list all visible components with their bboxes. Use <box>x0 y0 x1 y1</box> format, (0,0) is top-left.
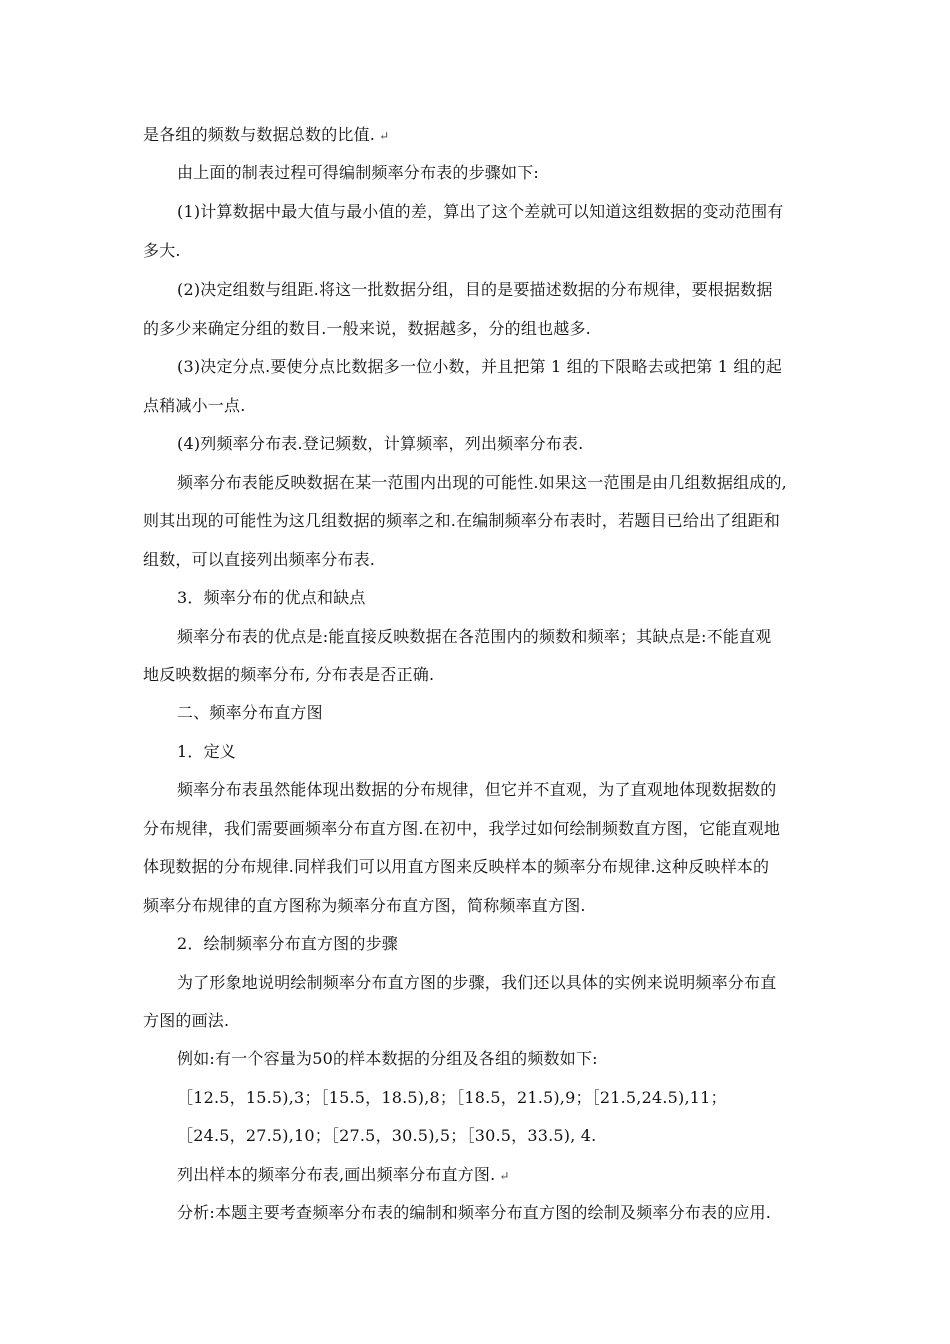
line-text: 多大. <box>143 241 181 260</box>
line-text: 频率分布规律的直方图称为频率分布直方图，简称频率直方图. <box>143 896 586 915</box>
section-heading <box>177 741 236 763</box>
line-text: 例如:有一个容量为50的样本数据的分组及各组的频数如下: <box>177 1049 598 1068</box>
text-line <box>177 1202 771 1224</box>
section-heading <box>177 587 366 609</box>
line-text: 频率分布表的优点是:能直接反映数据在各范围内的频数和频率；其缺点是:不能直观 <box>177 627 772 646</box>
text-line <box>177 1087 727 1109</box>
text-line <box>143 664 434 686</box>
line-text: 是各组的频数与数据总数的比值. <box>143 125 376 144</box>
line-text: 二、频率分布直方图 <box>177 703 323 722</box>
text-line <box>143 856 769 878</box>
paragraph-mark-icon: ↵ <box>379 129 390 143</box>
line-text: ［24.5，27.5),10；［27.5，30.5),5；［30.5，33.5), 4. <box>177 1126 597 1145</box>
line-text: 频率分布表能反映数据在某一范围内出现的可能性.如果这一范围是由几组数据组成的, <box>177 473 787 492</box>
line-text: 为了形象地说明绘制频率分布直方图的步骤，我们还以具体的实例来说明频率分布直 <box>177 973 777 992</box>
text-line <box>177 472 787 494</box>
text-line <box>143 318 591 340</box>
text-line <box>177 279 773 301</box>
line-text: 1．定义 <box>177 742 236 761</box>
line-text: 由上面的制表过程可得编制频率分布表的步骤如下: <box>177 163 539 182</box>
line-text: 频率分布表虽然能体现出数据的分布规律，但它并不直观，为了直观地体现数据数的 <box>177 780 777 799</box>
line-text: 列出样本的频率分布表,画出频率分布直方图. <box>177 1165 496 1184</box>
line-text: 方图的画法. <box>143 1011 230 1030</box>
line-text: 3．频率分布的优点和缺点 <box>177 588 366 607</box>
text-line <box>143 818 780 840</box>
text-line <box>177 201 783 223</box>
line-text: 则其出现的可能性为这几组数据的频率之和.在编制频率分布表时，若题目已给出了组距和 <box>143 511 781 530</box>
section-heading <box>177 933 398 955</box>
line-text: ［12.5，15.5),3；［15.5，18.5),8；［18.5，21.5),9；［21.5,24.5),11； <box>177 1088 727 1107</box>
text-line <box>177 433 583 455</box>
text-line <box>177 162 539 184</box>
text-line <box>177 972 776 994</box>
line-text: (4)列频率分布表.登记频数，计算频率，列出频率分布表. <box>177 434 584 453</box>
text-line <box>143 395 246 417</box>
text-line <box>177 1125 596 1147</box>
text-line <box>143 895 586 917</box>
text-line <box>143 549 375 571</box>
text-line <box>143 1010 229 1032</box>
line-text: 的多少来确定分组的数目.一般来说，数据越多，分的组也越多. <box>143 319 591 338</box>
text-line <box>177 1164 510 1187</box>
line-text: 组数，可以直接列出频率分布表. <box>143 550 376 569</box>
line-text: 点稍减小一点. <box>143 396 246 415</box>
line-text: 地反映数据的频率分布, 分布表是否正确. <box>143 665 435 684</box>
line-text: (3)决定分点.要使分点比数据多一位小数，并且把第 1 组的下限略去或把第 1 组的起 <box>177 357 783 376</box>
line-text: 2．绘制频率分布直方图的步骤 <box>177 934 398 953</box>
line-text: 体现数据的分布规律.同样我们可以用直方图来反映样本的频率分布规律.这种反映样本的 <box>143 857 770 876</box>
text-line <box>177 626 771 648</box>
line-text: 分布规律，我们需要画频率分布直方图.在初中，我学过如何绘制频数直方图，它能直观地 <box>143 819 781 838</box>
text-line <box>143 510 780 532</box>
text-line <box>177 356 782 378</box>
line-text: 分析:本题主要考查频率分布表的编制和频率分布直方图的绘制及频率分布表的应用. <box>177 1203 772 1222</box>
text-line <box>143 124 389 147</box>
paragraph-mark-icon: ↵ <box>499 1169 510 1183</box>
text-line <box>177 779 776 801</box>
line-text: (2)决定组数与组距.将这一批数据分组，目的是要描述数据的分布规律，要根据数据 <box>177 280 773 299</box>
line-text: (1)计算数据中最大值与最小值的差，算出了这个差就可以知道这组数据的变动范围有 <box>177 202 784 221</box>
text-line <box>143 240 181 262</box>
section-heading <box>177 702 323 724</box>
text-line <box>177 1048 598 1070</box>
